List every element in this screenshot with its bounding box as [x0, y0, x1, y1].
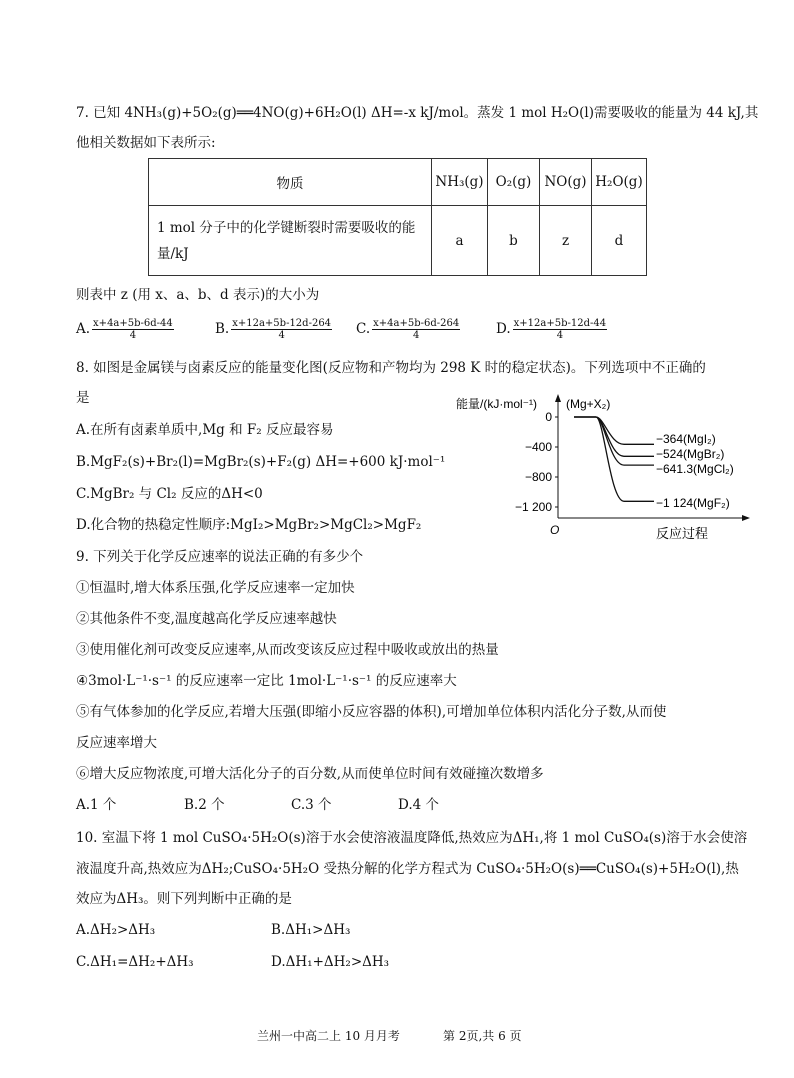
energy-diagram [446, 386, 776, 546]
q8-line2: 是 [76, 390, 90, 406]
curve-mgbr2 [574, 417, 654, 456]
q9-item-6: ⑥增大反应物浓度,可增大活化分子的百分数,从而使单位时间有效碰撞次数增多 [76, 766, 544, 782]
curve-label-mgf2: −1 124(MgF₂) [656, 496, 730, 510]
q8-option-c: C.MgBr₂ 与 Cl₂ 反应的ΔH<0 [76, 486, 263, 502]
diagram-x-arrow-icon [742, 515, 750, 521]
q10-line3: 效应为ΔH₃。则下列判断中正确的是 [76, 891, 292, 907]
table-header-no: NO(g) [540, 159, 592, 206]
diagram-ylabel: 能量/(kJ·mol⁻¹) [456, 397, 537, 411]
q10-option-a: A.ΔH₂>ΔH₃ [76, 922, 156, 938]
q9-item-5-cont: 反应速率增大 [76, 735, 157, 751]
table-cell-d: d [592, 206, 647, 276]
q9-option-b: B.2 个 [184, 797, 225, 813]
curve-label-mgi2: −364(MgI₂) [656, 432, 716, 446]
q7-option-b: B. $\frac{x+12a+5b-12d-264}{4}$ [215, 318, 332, 341]
q10-line2: 液温度升高,热效应为ΔH₂;CuSO₄·5H₂O 受热分解的化学方程式为 CuSO₄·5H₂O(s)══CuSO₄(s)+5H₂O(l),热 [76, 861, 739, 877]
q9-item-5: ⑤有气体参加的化学反应,若增大压强(即缩小反应容器的体积),可增加单位体积内活化分子数,从而使 [76, 704, 667, 720]
q8-option-b: B.MgF₂(s)+Br₂(l)=MgBr₂(s)+F₂(g) ΔH=+600 kJ·mol⁻¹ [76, 454, 446, 470]
table-header-o2: O₂(g) [488, 159, 540, 206]
q7-line1: 7. 已知 4NH₃(g)+5O₂(g)══4NO(g)+6H₂O(l) ΔH=-x kJ/mol。蒸发 1 mol H₂O(l)需要吸收的能量为 44 kJ,其 [76, 105, 759, 121]
table-row-label-2: 量/kJ [157, 245, 189, 262]
diagram-y-arrow-icon [555, 394, 561, 402]
footer-page-number: 第 2页,共 6 页 [443, 1029, 522, 1043]
diagram-origin: O [550, 523, 560, 537]
footer-exam-name: 兰州一中高二上 10 月月考 [257, 1029, 400, 1043]
q9-option-a: A.1 个 [76, 797, 117, 813]
table-header-h2o: H₂O(g) [592, 159, 647, 206]
table-header-nh3: NH₃(g) [432, 159, 488, 206]
q8-line1: 8. 如图是金属镁与卤素反应的能量变化图(反应物和产物均为 298 K 时的稳定状态)。下列选项中不正确的 [76, 360, 706, 376]
q10-option-c: C.ΔH₁=ΔH₂+ΔH₃ [76, 954, 194, 970]
table-row-label-1: 1 mol 分子中的化学键断裂时需要吸收的能 [157, 219, 416, 236]
ytick-label-0: 0 [545, 410, 552, 424]
curve-mgi2 [574, 417, 654, 444]
q7-table [148, 158, 647, 276]
diagram-xlabel: 反应过程 [656, 526, 709, 541]
ytick-label-2: −800 [524, 470, 552, 484]
q8-option-d: D.化合物的热稳定性顺序:MgI₂>MgBr₂>MgCl₂>MgF₂ [76, 517, 422, 533]
q7-line2: 他相关数据如下表所示: [76, 135, 216, 151]
q9-option-d: D.4 个 [398, 797, 440, 813]
q9-title: 9. 下列关于化学反应速率的说法正确的有多少个 [76, 549, 364, 565]
ytick-label-1: −400 [524, 440, 552, 454]
table-row-label [149, 206, 432, 276]
diagram-yticks [515, 410, 558, 514]
q7-question: 则表中 z (用 x、a、b、d 表示)的大小为 [76, 287, 320, 303]
table-cell-b: b [488, 206, 540, 276]
q9-item-1: ①恒温时,增大体系压强,化学反应速率一定加快 [76, 580, 355, 596]
q7-option-d: D. $\frac{x+12a+5b-12d-44}{4}$ [496, 318, 607, 341]
table-cell-z: z [540, 206, 592, 276]
q9-option-c: C.3 个 [291, 797, 332, 813]
q7-option-c: C. $\frac{x+4a+5b-6d-264}{4}$ [356, 318, 460, 341]
diagram-curves [574, 417, 734, 510]
q8-option-a: A.在所有卤素单质中,Mg 和 F₂ 反应最容易 [76, 422, 334, 438]
q10-option-d: D.ΔH₁+ΔH₂>ΔH₃ [271, 954, 390, 970]
q10-option-b: B.ΔH₁>ΔH₃ [271, 922, 351, 938]
q9-item-3: ③使用催化剂可改变反应速率,从而改变该反应过程中吸收或放出的热量 [76, 642, 499, 658]
curve-label-mgcl2: −641.3(MgCl₂) [656, 462, 734, 476]
diagram-reactant-label: (Mg+X₂) [566, 397, 611, 411]
q9-item-2: ②其他条件不变,温度越高化学反应速率越快 [76, 611, 337, 627]
q10-line1: 10. 室温下将 1 mol CuSO₄·5H₂O(s)溶于水会使溶液温度降低,热效应为ΔH₁,将 1 mol CuSO₄(s)溶于水会使溶 [76, 830, 748, 846]
table-header-substance: 物质 [149, 159, 432, 206]
curve-mgcl2 [574, 417, 654, 465]
q7-option-a: A. $\frac{x+4a+5b-6d-44}{4}$ [76, 318, 173, 341]
ytick-label-3: −1 200 [514, 500, 552, 514]
curve-mgf2 [574, 417, 654, 501]
table-cell-a: a [432, 206, 488, 276]
curve-label-mgbr2: −524(MgBr₂) [656, 447, 725, 461]
q9-item-4: ④3mol·L⁻¹·s⁻¹ 的反应速率一定比 1mol·L⁻¹·s⁻¹ 的反应速率大 [76, 673, 457, 689]
